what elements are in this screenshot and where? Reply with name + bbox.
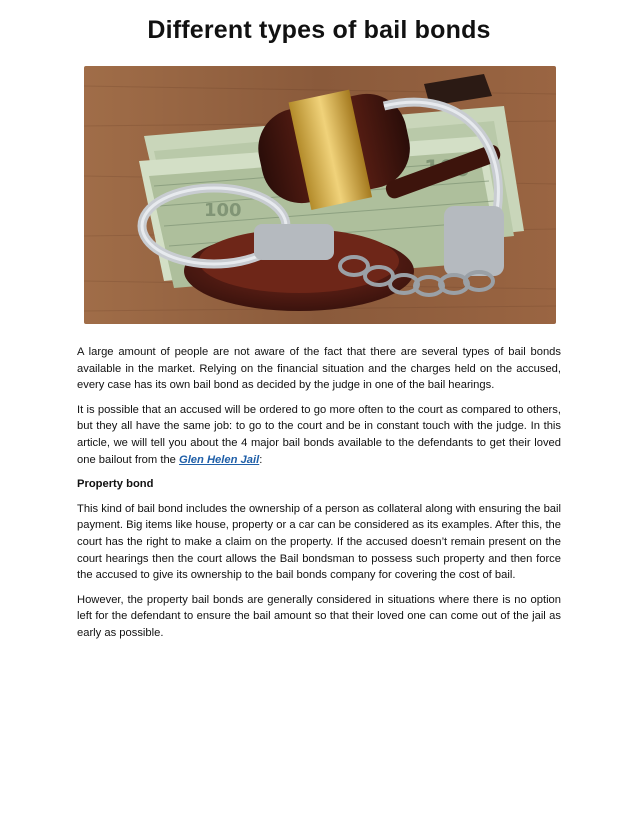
paragraph-property-1: This kind of bail bond includes the ownership of a person as collateral along with ensuring the bail payment. Big items like house, property or a car can be considered as its examples. After this, the court has the right to make a claim on the property. If the accused doesn’t remain present on the court hearings then the court allows the Bail bondsman to possess such property and then force the accused to give its ownership to the bail bonds company for covering the cost of bail. bbox=[77, 502, 561, 582]
page-title: Different types of bail bonds bbox=[147, 16, 491, 44]
glen-helen-jail-link[interactable]: Glen Helen Jail bbox=[179, 453, 260, 466]
svg-text:100: 100 bbox=[204, 200, 242, 221]
paragraph-court bbox=[77, 402, 561, 468]
paragraph-intro: A large amount of people are not aware of the fact that there are several types of bail bonds available in the market. Relying on the financial situation and the charges held on the accused, every case has its own bail bond as decided by the judge in one of the bail hearings. bbox=[77, 346, 561, 392]
article-body bbox=[77, 344, 561, 650]
section-heading-property-bond: Property bond bbox=[77, 478, 154, 491]
gavel-cash-handcuffs-icon bbox=[84, 66, 556, 324]
paragraph-court-text: It is possible that an accused will be ordered to go more often to the court as compared to others, but they all have the same job: to go to the court and be in constant touch with the judge. In this article, we will tell you about the 4 major bail bonds available to the defendants to get their loved one bailout from the bbox=[77, 403, 561, 466]
paragraph-property-2: However, the property bail bonds are generally considered in situations where there is no option left for the defendant to ensure the bail amount so that their loved one can come out of the jail as early as possible. bbox=[77, 593, 561, 639]
paragraph-court-end: : bbox=[259, 453, 263, 466]
hero-image bbox=[84, 66, 556, 324]
